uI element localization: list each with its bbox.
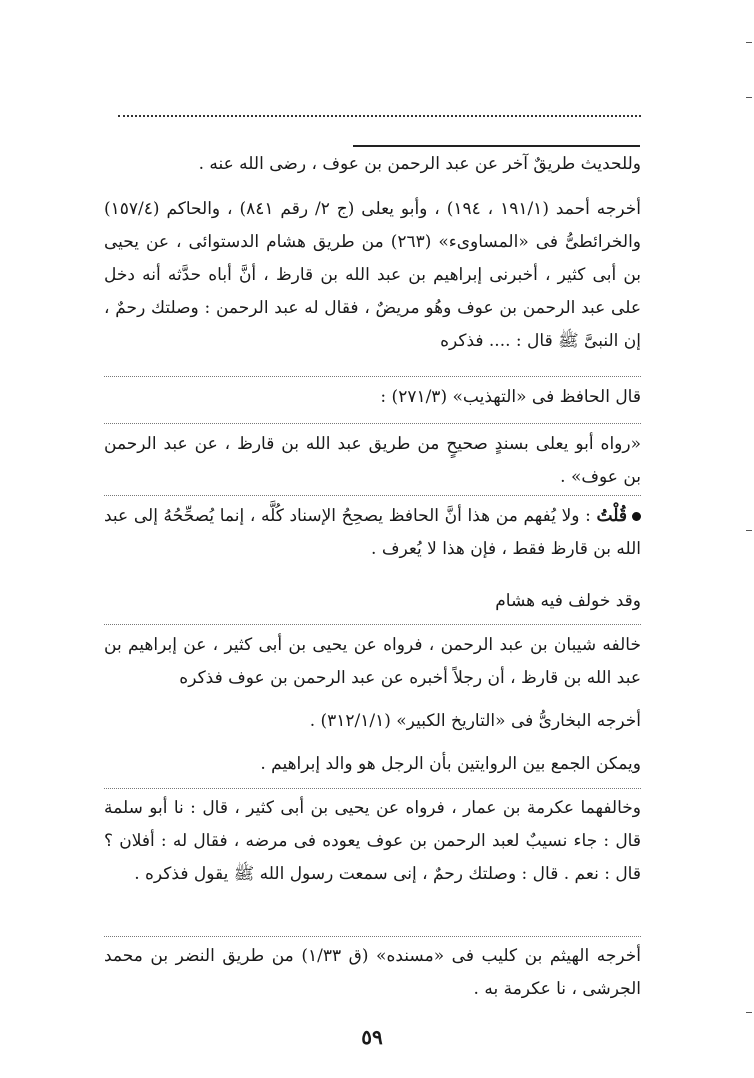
separator	[104, 624, 641, 625]
paragraph-7: خالفه شيبان بن عبد الرحمن ، فرواه عن يحيى بن أبى كثير ، عن إبراهيم بن عبد الله بن قارظ ، أن رجلاً أخبره عن عبد الرحمن بن عوف فذكره	[104, 635, 641, 688]
paragraph-8: أخرجه البخارىُّ فى «التاريخ الكبير» (٣١٢/١/١) .	[309, 711, 641, 731]
paragraph-10: وخالفهما عكرمة بن عمار ، فرواه عن يحيى بن أبى كثير ، قال : نا أبو سلمة قال : جاء نسيبٌ لعبد الرحمن بن عوف يعوده فى مرضه ، فقال له : أفلان ؟ قال : نعم . قال : وصلتك رحمٌ ، إنى سمعت رسول الله ﷺ يقول فذكره .	[104, 798, 641, 884]
margin-tick	[746, 42, 752, 43]
bullet-icon	[632, 512, 641, 521]
paragraph-5	[104, 500, 641, 566]
paragraph-9: ويمكن الجمع بين الروايتين بأن الرجل هو والد إبراهيم .	[260, 754, 641, 774]
paragraph-6: وقد خولف فيه هشام	[495, 591, 641, 611]
separator	[104, 423, 641, 424]
separator	[104, 376, 641, 377]
paragraph-11: أخرجه الهيثم بن كليب فى «مسنده» (ق ١/٣٣) من طريق النضر بن محمد الجرشى ، نا عكرمة به .	[104, 946, 641, 999]
page-number: ٥٩	[361, 1025, 383, 1049]
paragraph-1: وللحديث طريقٌ آخر عن عبد الرحمن بن عوف ، رضى الله عنه .	[198, 154, 641, 174]
margin-tick	[746, 1012, 752, 1013]
paragraph-3: قال الحافظ فى «التهذيب» (٢٧١/٣) :	[380, 387, 641, 407]
separator	[104, 788, 641, 789]
header-dotted-rule	[118, 115, 641, 117]
separator	[104, 495, 641, 496]
header-solid-rule	[353, 145, 640, 147]
paragraph-4: «رواه أبو يعلى بسندٍ صحيحٍ من طريق عبد الله بن قارظ ، عن عبد الرحمن بن عوف» .	[104, 434, 641, 487]
separator	[104, 936, 641, 937]
paragraph-5-text: : ولا يُفهم من هذا أنَّ الحافظ يصحِحُ الإسناد كُلَّه ، إنما يُصحِّحُهُ إلى عبد الله بن قارظ فقط ، فإن هذا لا يُعرف .	[104, 506, 641, 559]
margin-tick	[746, 530, 752, 531]
qultu-label: قُلْتُ	[596, 506, 627, 526]
paragraph-2: أخرجه أحمد (١٩١/١ ، ١٩٤) ، وأبو يعلى (ج ٢/ رقم ٨٤١) ، والحاكم (١٥٧/٤) والخرائطىُّ فى «المساوىء» (٢٦٣) من طريق هشام الدستوائى ، عن يحيى بن أبى كثير ، أخبرنى إبراهيم بن عبد الله بن قارظ ، أنَّ أباه حدَّثه أنه دخل على عبد الرحمن بن عوف وهُو مريضٌ ، فقال له عبد الرحمن : وصلتك رحمٌ ، إن النبىَّ ﷺ قال : .... فذكره	[104, 199, 642, 351]
margin-tick	[746, 97, 752, 98]
